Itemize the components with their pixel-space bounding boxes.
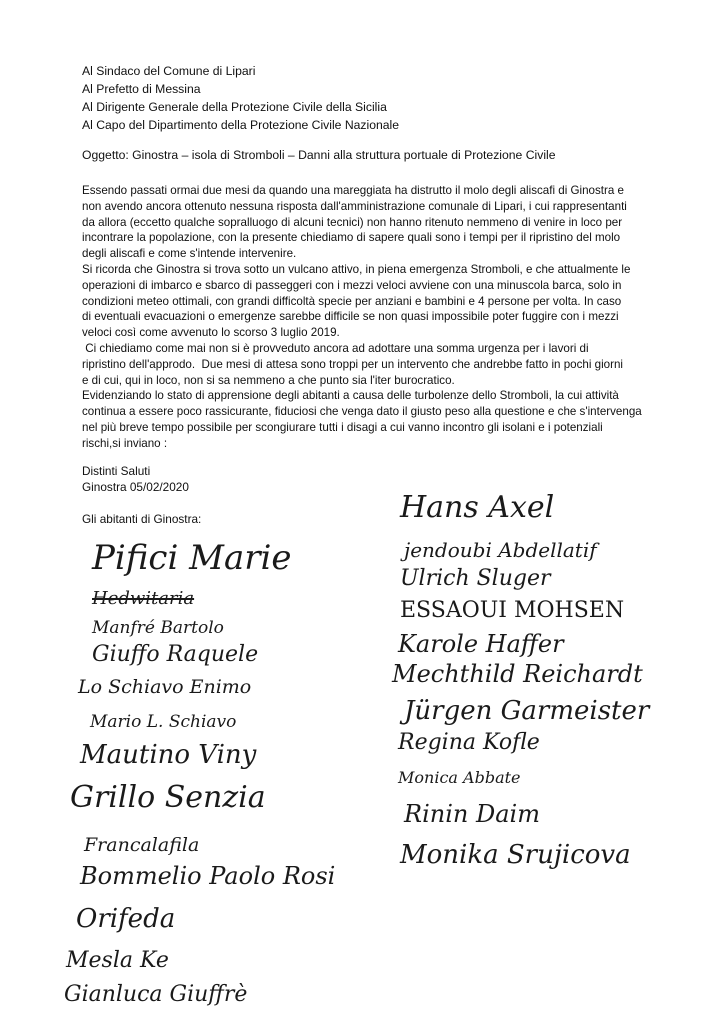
signature: jendoubi Abdellatif — [404, 538, 597, 562]
recipient-line: Al Dirigente Generale della Protezione Civile della Sicilia — [82, 100, 387, 114]
signature: Mautino Viny — [80, 740, 257, 770]
closing-block — [82, 464, 189, 496]
body-line: condizioni meteo ottimali, con grandi difficoltà specie per anziani e bambini e 4 persone per volta. In caso — [82, 294, 622, 308]
body-line: Si ricorda che Ginostra si trova sotto un vulcano attivo, in piena emergenza Stromboli, e che attualmente le — [82, 262, 631, 276]
signature: Francalafila — [84, 834, 200, 856]
inhabitants-label: Gli abitanti di Ginostra: — [82, 512, 202, 526]
signature: ESSAOUI MOHSEN — [400, 598, 625, 623]
body-line: da allora (eccetto qualche sopralluogo di alcuni tecnici) non hanno ritenuto nemmeno di venire in loco per — [82, 215, 623, 229]
recipient-line: Al Prefetto di Messina — [82, 82, 201, 96]
body-line: operazioni di imbarco e sbarco di passeggeri con i mezzi veloci avviene con una minuscola barca, solo in — [82, 278, 622, 292]
body-line: Essendo passati ormai due mesi da quando una mareggiata ha distrutto il molo degli aliscafi di Ginostra e — [82, 184, 624, 197]
body-line: non avendo ancora ottenuto nessuna risposta dall'amministrazione comunale di Lipari, i cui rappresentanti — [82, 199, 627, 213]
signature: Jürgen Garmeister — [404, 696, 650, 726]
body-line: ripristino dell'approdo. Due mesi di attesa sono troppi per un intervento che andrebbe fatto in pochi giorni — [82, 357, 624, 371]
recipient-line: Al Capo del Dipartimento della Protezione Civile Nazionale — [82, 118, 400, 132]
recipients-block — [82, 62, 399, 134]
signature: Orifeda — [76, 904, 176, 934]
signature: Rinin Daim — [404, 800, 540, 828]
signature: Karole Haffer — [398, 630, 564, 658]
signature: Giuffo Raquele — [92, 642, 259, 667]
body-line: Evidenziando lo stato di apprensione degli abitanti a causa delle turbolenze dello Stromboli, la cui attività — [82, 389, 619, 403]
salutation: Distinti Saluti — [82, 464, 151, 478]
body-line: e di cui, qui in loco, non si sa nemmeno a che punto sia l'iter burocratico. — [82, 373, 455, 387]
body-line: continua a essere poco rassicurante, fiduciosi che venga dato il giusto peso alla questione e che s'intervenga — [82, 405, 642, 419]
signature: Mechthild Reichardt — [392, 660, 643, 688]
place-date: Ginostra 05/02/2020 — [82, 479, 189, 494]
letter-body — [82, 183, 672, 452]
signature: Lo Schiavo Enimo — [78, 676, 252, 698]
recipient-line: Al Sindaco del Comune di Lipari — [82, 64, 256, 78]
signature: Regina Kofle — [398, 730, 540, 755]
body-line: Ci chiediamo come mai non si è provveduto ancora ad adottare una somma urgenza per i lavori di — [82, 341, 589, 355]
body-line: veloci così come avvenuto lo scorso 3 luglio 2019. — [82, 326, 340, 340]
signature: Pifici Marie — [92, 538, 292, 578]
signature: Hans Axel — [400, 490, 555, 525]
body-line: degli aliscafi e come s'intende intervenire. — [82, 247, 297, 261]
signature: Bommelio Paolo Rosi — [80, 862, 336, 890]
body-line: incontrare la popolazione, con la presente chiediamo di sapere quali sono i tempi per il ripristino del molo — [82, 231, 621, 245]
signature: Monica Abbate — [398, 768, 521, 787]
signature: Hedwitaria — [92, 588, 195, 609]
signature: Ulrich Sluger — [400, 566, 551, 591]
signature: Monika Srujicova — [400, 840, 631, 870]
subject-line: Oggetto: Ginostra – isola di Stromboli – Danni alla struttura portuale di Protezione Civile — [82, 148, 556, 162]
body-line: di eventuali evacuazioni o emergenze sarebbe difficile se non quasi impossibile poter fuggire con i mezzi — [82, 310, 619, 324]
body-line: rischi,si inviano : — [82, 436, 168, 450]
signature: Gianluca Giuffrè — [64, 982, 248, 1007]
signature: Grillo Senzia — [70, 780, 266, 815]
signature: Manfré Bartolo — [92, 618, 224, 638]
signature: Mario L. Schiavo — [90, 712, 237, 732]
signature: Mesla Ke — [66, 948, 169, 973]
body-line: nel più breve tempo possibile per scongiurare tutti i disagi a cui vanno incontro gli isolani e i potenziali — [82, 420, 603, 434]
